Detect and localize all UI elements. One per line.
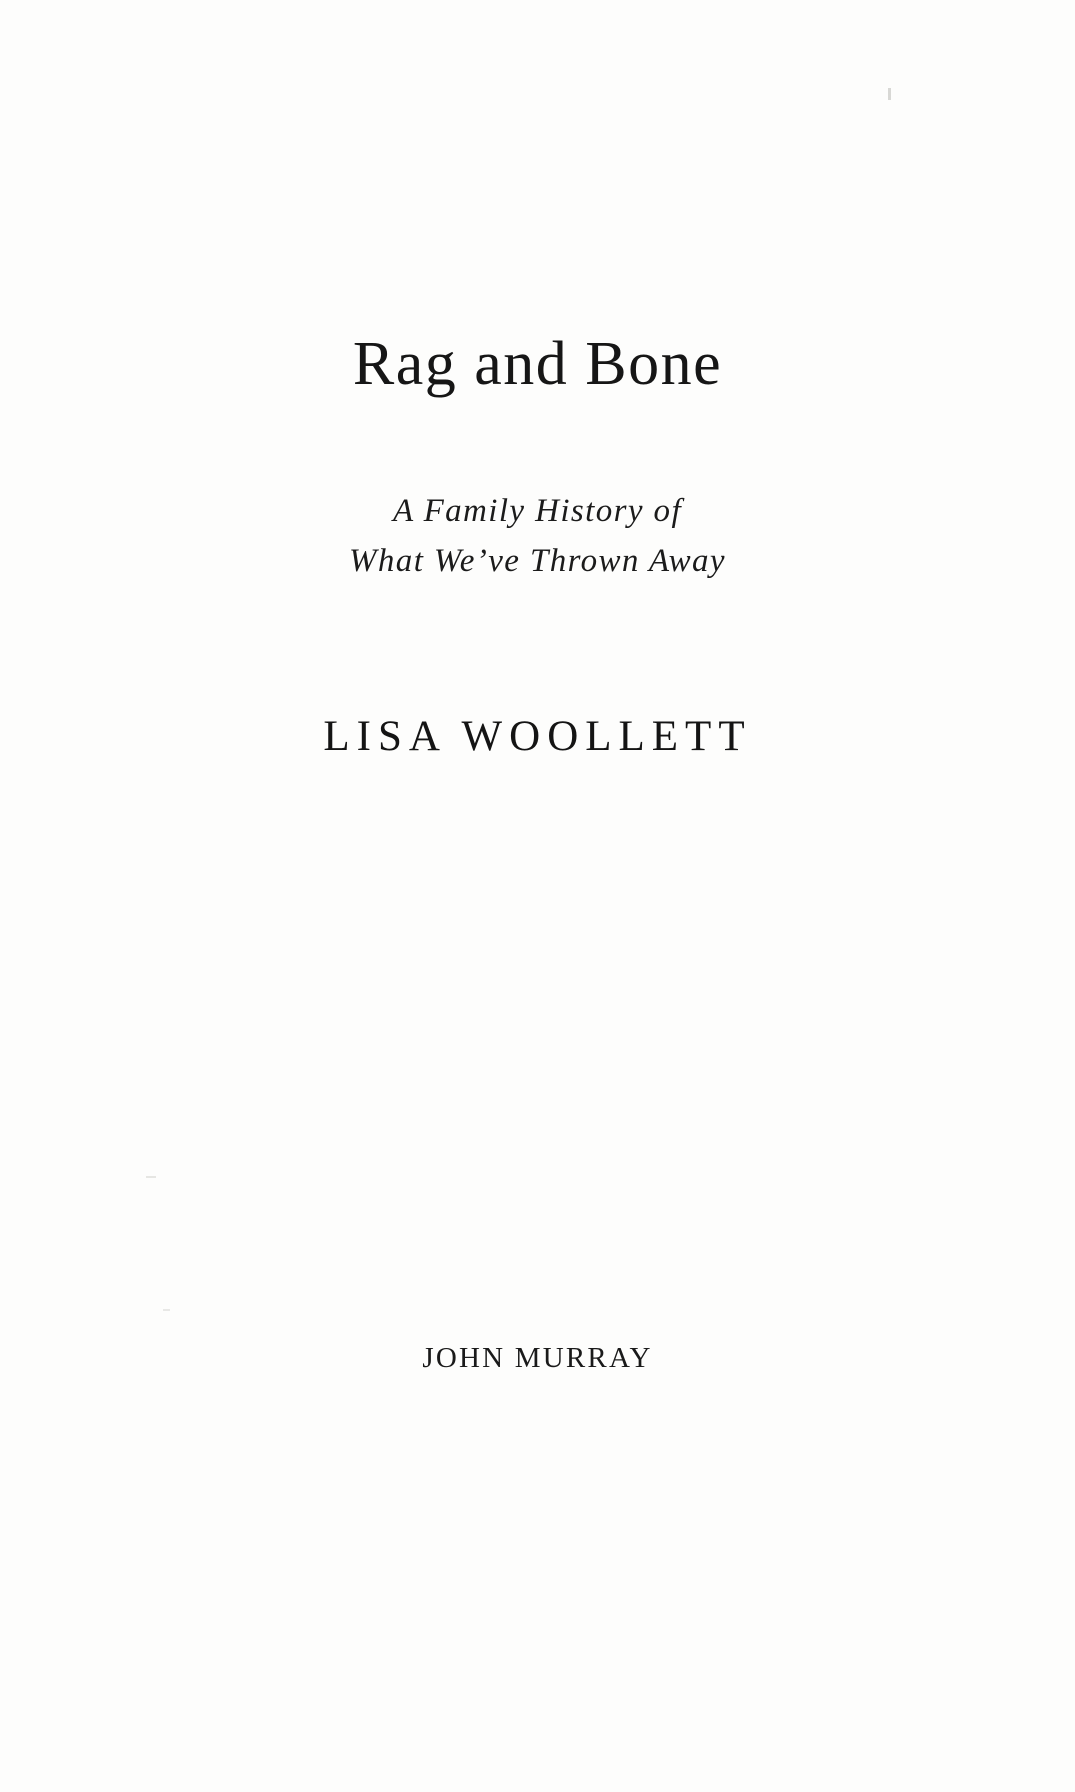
page-title: Rag and Bone	[352, 330, 723, 398]
page-speck-mark	[888, 88, 891, 100]
subtitle-line-2: What We’ve Thrown Away	[349, 542, 726, 579]
page-speck-mark	[146, 1176, 156, 1178]
subtitle-line-1: A Family History of	[392, 493, 683, 529]
author-name: LISA WOOLLETT	[323, 713, 752, 760]
publisher-name: JOHN MURRAY	[422, 1342, 653, 1374]
publisher-block	[0, 1342, 1075, 1375]
book-subtitle-block	[0, 487, 1075, 586]
book-title-block	[0, 330, 1075, 398]
author-block	[0, 712, 1075, 761]
page-speck-mark	[163, 1309, 170, 1311]
